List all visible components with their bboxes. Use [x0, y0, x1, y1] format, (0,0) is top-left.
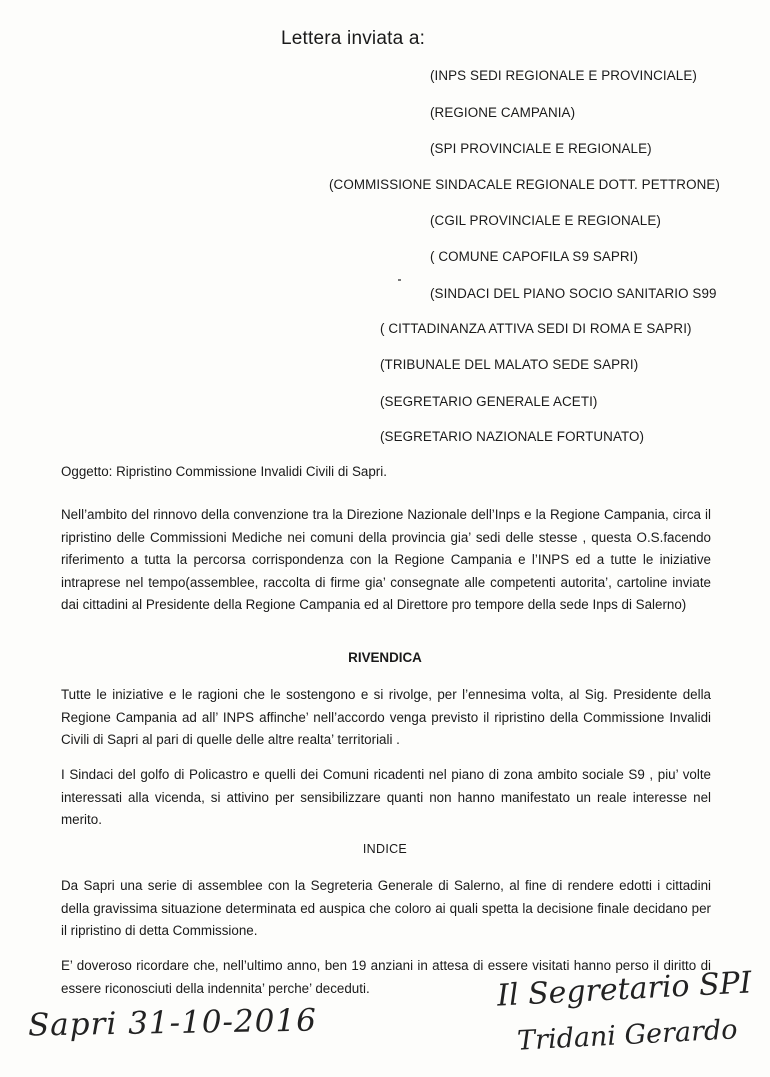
paragraph-rivendica: Tutte le iniziative e le ragioni che le sostengono e si rivolge, per l’ennesima volta, al Sig. Presidente della Regione Campania ad all’ INPS affinche’ nell’accordo venga previsto il ripristino della Commissione Invalidi Civili di Sapri al pari di quelle delle altre realta’ territoriali . — [61, 687, 711, 747]
paragraph-assemblee: Da Sapri una serie di assemblee con la Segreteria Generale di Salerno, al fine di rendere edotti i cittadini della gravissima situazione determinata ed auspica che coloro ai quali spetta la decisione finale decidano per il ripristino di detta Commissione. — [61, 878, 711, 938]
handwritten-date: Sapri 31-10-2016 — [27, 1002, 318, 1044]
recipient-cgil: (CGIL PROVINCIALE E REGIONALE) — [430, 213, 661, 228]
recipient-segretario-nazionale: (SEGRETARIO NAZIONALE FORTUNATO) — [380, 429, 645, 444]
paragraph-sindaci: I Sindaci del golfo di Policastro e quelli dei Comuni ricadenti nel piano di zona ambito sociale S9 , piu’ volte interessati alla vicenda, si attivino per sensibilizzare quanti non hanno manifestato un reale interesse nel merito. — [61, 767, 711, 827]
paragraph-anziani: E’ doveroso ricordare che, nell’ultimo anno, ben 19 anziani in attesa di essere visitati hanno perso il diritto di essere riconosciuti della indennita’ perche’ deceduti. — [61, 958, 711, 996]
recipient-segretario-generale: (SEGRETARIO GENERALE ACETI) — [380, 394, 598, 409]
signature-title: Il Segretario SPI — [496, 965, 753, 1014]
recipient-tribunale: (TRIBUNALE DEL MALATO SEDE SAPRI) — [380, 357, 639, 372]
recipient-cittadinanza: ( CITTADINANZA ATTIVA SEDI DI ROMA E SAPRI) — [380, 321, 692, 336]
paragraph-intro: Nell’ambito del rinnovo della convenzione tra la Direzione Nazionale dell’Inps e la Regione Campania, circa il ripristino delle Commissioni Mediche nei comuni della provincia gia’ sedi delle stesse , questa O.S.facendo riferimento a tutta la percorsa corrispondenza con la Regione Campania e l’INPS ed a tutte le iniziative intraprese nel tempo(assemblee, raccolta di firme gia’ consegnate alle competenti autorita’, cartoline inviate dai cittadini al Presidente della Regione Campania ed al Direttore pro tempore della sede Inps di Salerno) — [61, 507, 711, 612]
heading-indice: INDICE — [362, 842, 408, 856]
recipient-spi: (SPI PROVINCIALE E REGIONALE) — [430, 141, 652, 156]
heading-rivendica: RIVENDICA — [348, 650, 422, 665]
recipient-sindaci: (SINDACI DEL PIANO SOCIO SANITARIO S99 — [430, 286, 717, 301]
recipient-inps: (INPS SEDI REGIONALE E PROVINCIALE) — [430, 68, 697, 83]
letter-title: Lettera inviata a: — [281, 28, 426, 49]
recipient-regione: (REGIONE CAMPANIA) — [430, 105, 576, 120]
recipient-commissione: (COMMISSIONE SINDACALE REGIONALE DOTT. PETTRONE) — [329, 177, 720, 192]
signature-name: Tridani Gerardo — [516, 1014, 739, 1057]
recipient-comune: ( COMUNE CAPOFILA S9 SAPRI) — [430, 249, 639, 264]
letter-subject: Oggetto: Ripristino Commissione Invalidi Civili di Sapri. — [61, 464, 387, 479]
scan-speck — [398, 279, 401, 281]
